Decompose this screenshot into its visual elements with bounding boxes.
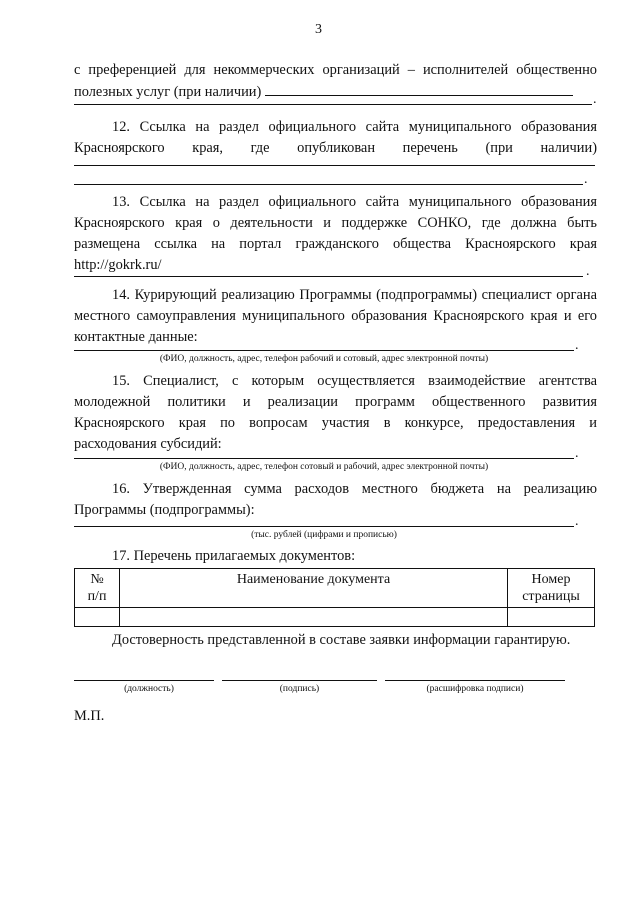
item-12-blank-line-1[interactable] xyxy=(74,165,595,166)
documents-table xyxy=(74,568,595,627)
item-14-text: 14. Курирующий реализацию Программы (подпрограммы) специалист органа местного самоуправления муниципального образования Красноярского края и его контактные данные: xyxy=(74,287,597,345)
page-number: 3 xyxy=(315,22,322,37)
column-number-line-1: № xyxy=(90,572,104,587)
stamp-label: М.П. xyxy=(74,708,105,724)
item-17-heading: 17. Перечень прилагаемых документов: xyxy=(112,548,356,564)
intro-period: . xyxy=(593,92,597,107)
column-page-line-1: Номер xyxy=(531,572,571,587)
table-cell-page[interactable] xyxy=(508,608,595,627)
item-15-blank-line[interactable] xyxy=(74,458,574,459)
column-page-header xyxy=(508,569,595,608)
item-13-text: 13. Ссылка на раздел официального сайта муниципального образования Красноярского края о деятельности и поддержке СОНКО, где должна быть размещена ссылка на портал гражданского общества Красноярского края http://gokrk.ru/ xyxy=(74,194,597,273)
table-cell-number[interactable] xyxy=(75,608,120,627)
column-page-line-2: страницы xyxy=(522,589,580,604)
column-number-header xyxy=(75,569,120,608)
item-15-caption: (ФИО, должность, адрес, телефон сотовый и рабочий, адрес электронной почты) xyxy=(159,462,489,472)
item-16-blank-line[interactable] xyxy=(74,526,574,527)
item-16-caption: (тыс. рублей (цифрами и прописью) xyxy=(251,530,397,540)
intro-blank-line-2[interactable] xyxy=(74,104,592,105)
table-row[interactable] xyxy=(75,608,595,627)
decoding-signature-line[interactable] xyxy=(385,680,565,681)
item-14-caption: (ФИО, должность, адрес, телефон рабочий и сотовый, адрес электронной почты) xyxy=(159,354,489,364)
item-16-period: . xyxy=(575,514,579,529)
intro-line-2 xyxy=(74,81,597,103)
intro-line-1: с преференцией для некоммерческих организаций – исполнителей общественно xyxy=(74,62,597,78)
item-13-blank-line[interactable] xyxy=(74,276,583,277)
signature-label: (подпись) xyxy=(279,684,320,694)
item-16-text: 16. Утвержденная сумма расходов местного бюджета на реализацию Программы (подпрограммы): xyxy=(74,481,597,518)
item-14-blank-line[interactable] xyxy=(74,350,574,351)
documents-table-header xyxy=(75,569,595,608)
intro-line-2-text: полезных услуг (при наличии) xyxy=(74,84,262,100)
column-document-name-header: Наименование документа xyxy=(120,569,508,608)
table-cell-document-name[interactable] xyxy=(120,608,508,627)
intro-paragraph xyxy=(74,60,597,103)
decoding-label: (расшифровка подписи) xyxy=(426,684,524,694)
item-12-period: . xyxy=(584,172,588,187)
item-15-period: . xyxy=(575,446,579,461)
position-signature-line[interactable] xyxy=(74,680,214,681)
intro-blank-line[interactable] xyxy=(265,81,573,96)
guarantee-text: Достоверность представленной в составе заявки информации гарантирую. xyxy=(112,632,571,648)
item-12-blank-line-2[interactable] xyxy=(74,184,583,185)
item-15-text: 15. Специалист, с которым осуществляется взаимодействие агентства молодежной политики и реализации программ общественного развития Красноярского края по вопросам участия в конкурсе, предоставления и расходования субсидий: xyxy=(74,373,597,452)
item-13-period: . xyxy=(586,264,590,279)
item-12-text: 12. Ссылка на раздел официального сайта муниципального образования Красноярского края, где опубликован перечень (при наличии) xyxy=(74,119,597,156)
signature-line[interactable] xyxy=(222,680,377,681)
item-14-period: . xyxy=(575,338,579,353)
position-label: (должность) xyxy=(124,684,174,694)
column-number-line-2: п/п xyxy=(87,589,107,604)
